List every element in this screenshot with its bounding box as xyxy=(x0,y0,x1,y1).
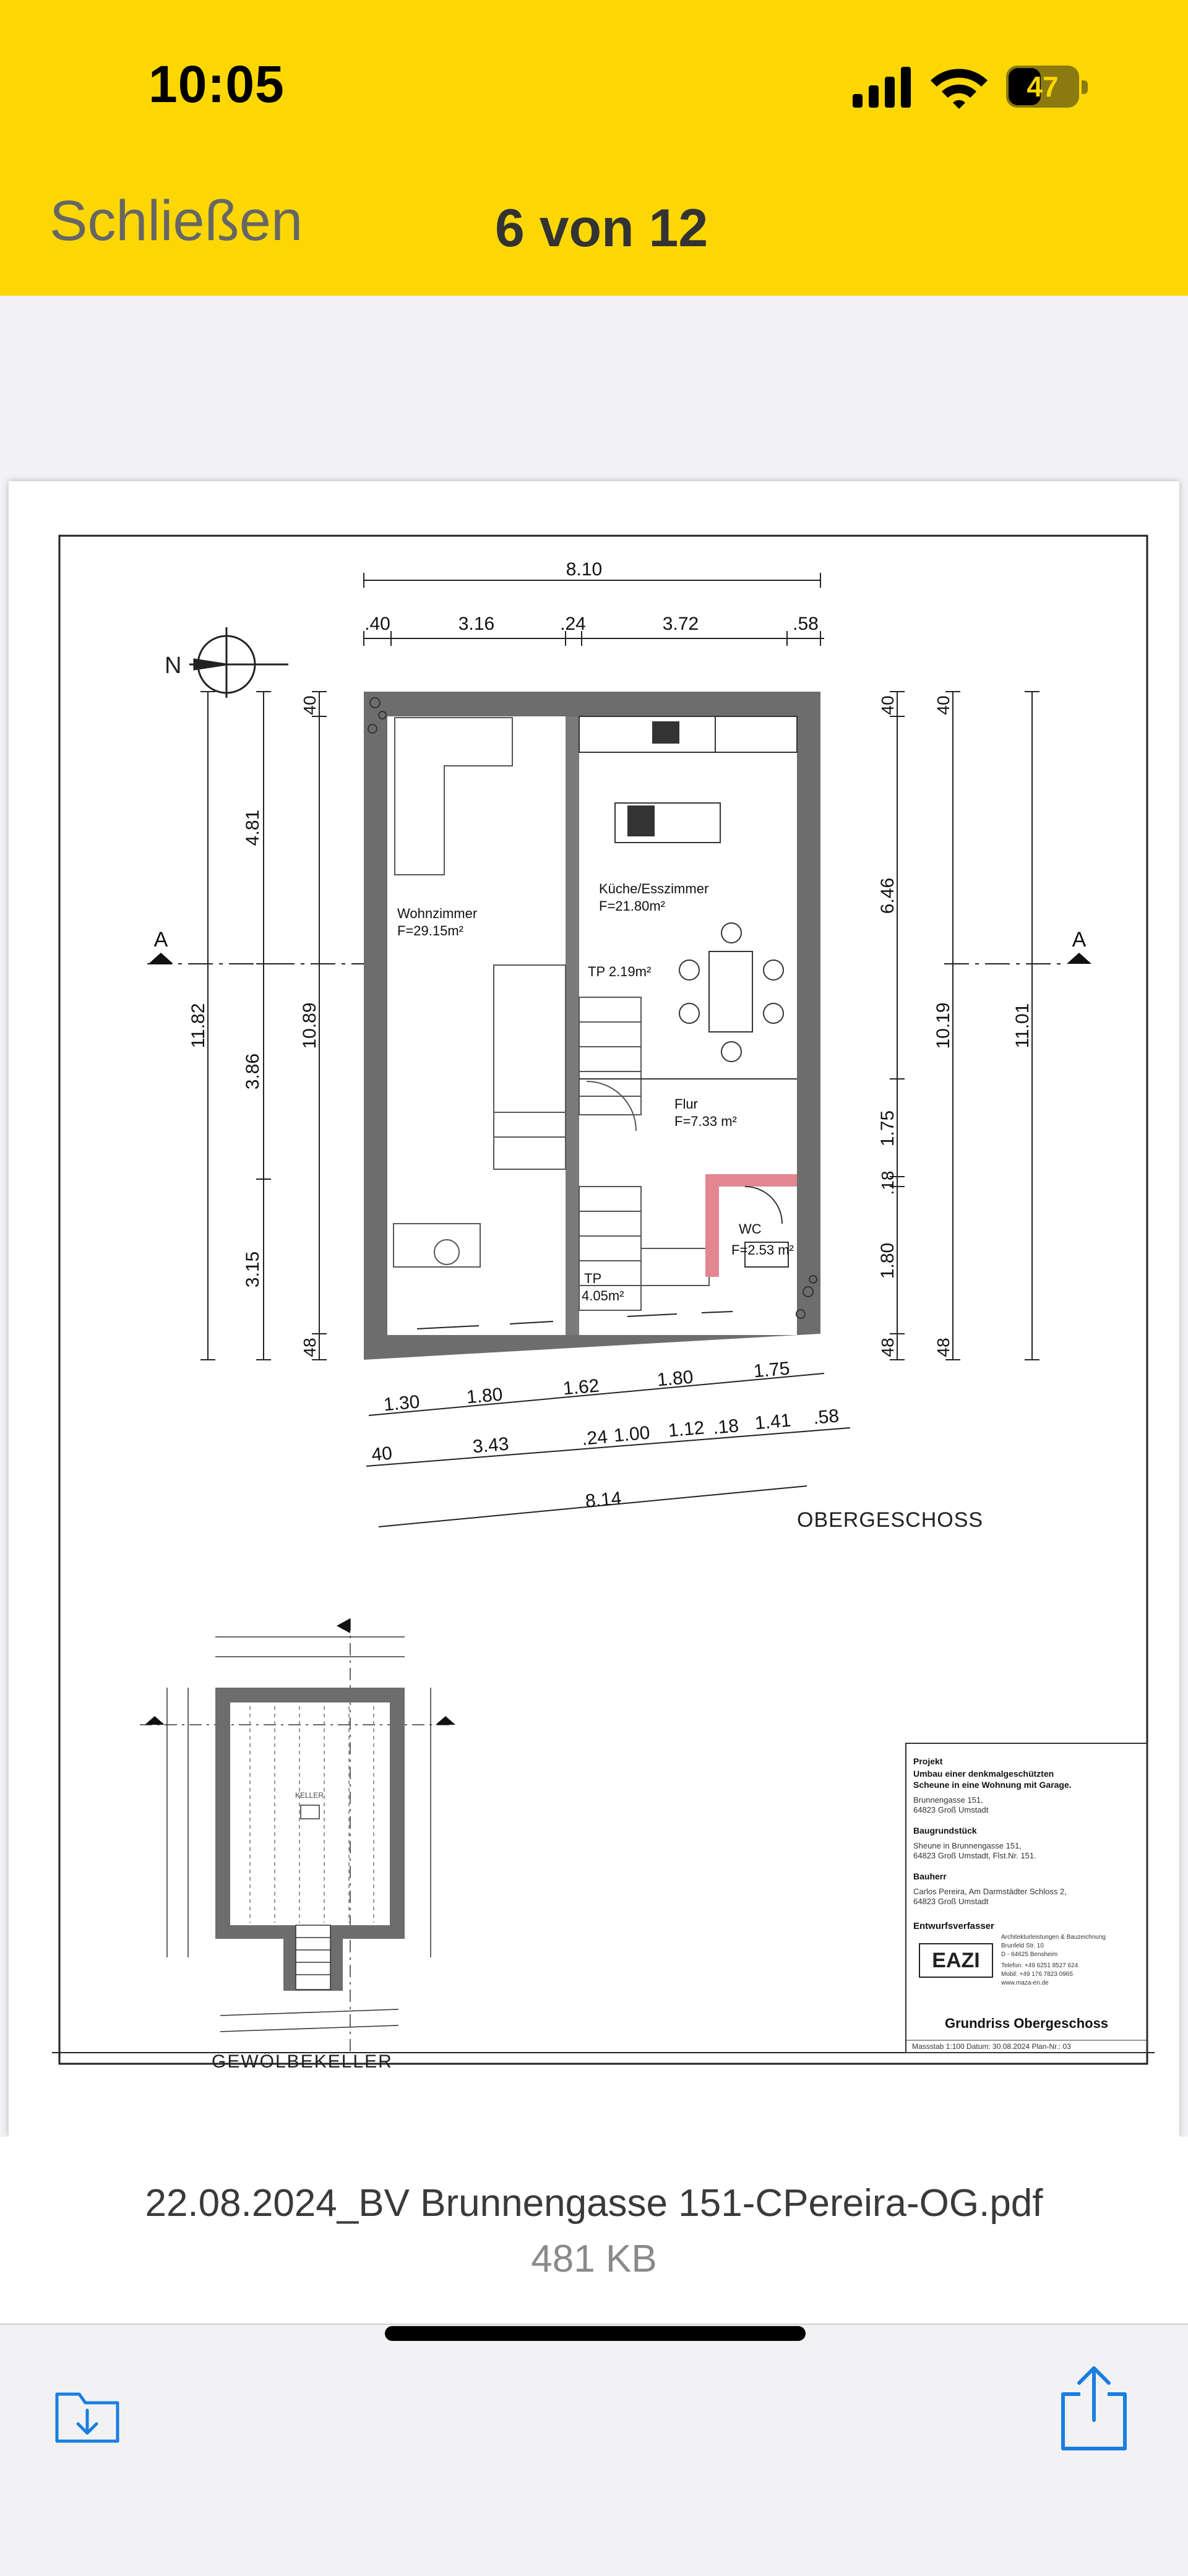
bottom-dim-r2-1: 40 xyxy=(371,1443,394,1466)
room-kueche-area: F=21.80m² xyxy=(599,898,665,914)
tb-verfasser-line3: D - 64625 Bensheim xyxy=(1001,1951,1058,1958)
north-arrow-icon xyxy=(165,627,288,698)
tb-verfasser-line1: Architekturleistungen & Bauzeichnung xyxy=(1001,1934,1106,1941)
right-tick-bottom: 48 xyxy=(878,1337,897,1357)
left-outer-dim: 11.82 xyxy=(188,1003,209,1049)
home-indicator[interactable] xyxy=(385,2326,806,2341)
bottom-dim-r2-3: .24 xyxy=(580,1427,609,1449)
floor-label: OBERGESCHOSS xyxy=(797,1508,984,1532)
top-dim-3: .24 xyxy=(560,614,586,634)
left-inner-dim-3: 3.15 xyxy=(243,1251,263,1288)
file-info-panel xyxy=(0,2137,1188,2324)
top-dim-5: .58 xyxy=(793,614,819,634)
room-tp-lower: TP xyxy=(584,1271,602,1286)
room-wc: WC xyxy=(739,1221,762,1237)
file-size: 481 KB xyxy=(531,2238,657,2280)
room-wc-area: F=2.53 m² xyxy=(731,1242,794,1258)
right-outer-tick-top: 40 xyxy=(934,695,953,715)
tb-projekt-addr1: Brunnengasse 151, xyxy=(913,1795,983,1805)
tb-plan-title: Grundriss Obergeschoss xyxy=(944,2016,1109,2031)
right-tick-top: 40 xyxy=(878,695,897,715)
room-wohnzimmer: Wohnzimmer xyxy=(397,906,478,921)
save-to-files-icon[interactable] xyxy=(53,2384,121,2446)
tb-projekt-addr2: 64823 Groß Umstadt xyxy=(913,1805,989,1814)
bottom-dim-r2-2: 3.43 xyxy=(471,1433,510,1458)
overall-width-dim: 8.10 xyxy=(566,559,603,580)
left-inner-dim-2: 3.86 xyxy=(243,1053,263,1090)
top-dim-2: 3.16 xyxy=(458,614,495,634)
bottom-dim-r2-4: 1.00 xyxy=(613,1422,651,1446)
battery-icon xyxy=(1006,66,1089,108)
top-dim-4: 3.72 xyxy=(662,614,699,634)
bottom-dim-r2-7: 1.41 xyxy=(754,1410,792,1434)
right-outer-dim: 11.01 xyxy=(1012,1003,1033,1049)
title-block xyxy=(906,1743,1147,2053)
room-wohnzimmer-area: F=29.15m² xyxy=(397,923,463,938)
right-mid-dim: 10.19 xyxy=(933,1002,953,1049)
tb-verfasser-line2: Brunfeld Str. 10 xyxy=(1001,1943,1044,1949)
bottom-total-dim: 8.14 xyxy=(584,1488,622,1512)
file-name: 22.08.2024_BV Brunnengasse 151-CPereira-OG.pdf xyxy=(145,2182,1043,2225)
bottom-toolbar xyxy=(0,2324,1188,2576)
right-dim-4: 1.80 xyxy=(877,1242,898,1279)
share-icon[interactable] xyxy=(1056,2363,1132,2454)
top-bar xyxy=(0,0,1188,296)
tb-verfasser-heading: Entwurfsverfasser xyxy=(913,1921,994,1931)
tb-grund-line2: 64823 Groß Umstadt, Flst.Nr. 151. xyxy=(913,1851,1036,1860)
tb-bauherr-line2: 64823 Groß Umstadt xyxy=(913,1897,989,1906)
status-time: 10:05 xyxy=(148,55,285,113)
tb-projekt-heading: Projekt xyxy=(913,1756,943,1766)
right-dim-2: 1.75 xyxy=(877,1110,898,1147)
tb-grund-heading: Baugrundstück xyxy=(913,1826,977,1835)
right-dim-3: .18 xyxy=(878,1170,897,1195)
bottom-dim-r2-6: .18 xyxy=(712,1415,740,1438)
tb-projekt-line2: Scheune in eine Wohnung mit Garage. xyxy=(913,1780,1072,1790)
left-inner-dim-1: 4.81 xyxy=(243,809,263,846)
left-tick-bottom: 48 xyxy=(300,1337,319,1357)
tb-bauherr-heading: Bauherr xyxy=(913,1871,947,1881)
bottom-dim-r1-1: 1.30 xyxy=(382,1391,421,1415)
room-tp-upper: TP 2.19m² xyxy=(588,964,652,979)
bottom-dim-r1-5: 1.75 xyxy=(752,1358,791,1382)
bottom-dim-r2-5: 1.12 xyxy=(667,1417,705,1441)
building-outline xyxy=(364,692,820,1360)
room-kueche: Küche/Esszimmer xyxy=(599,881,709,896)
left-mid-dim: 10.89 xyxy=(299,1002,320,1049)
bottom-dim-r2-8: .58 xyxy=(812,1406,840,1428)
pdf-page[interactable] xyxy=(9,481,1179,2137)
cellar-plan xyxy=(140,1618,455,2053)
right-dim-1: 6.46 xyxy=(877,877,898,914)
cellular-signal-icon xyxy=(853,67,912,108)
room-flur-area: F=7.33 m² xyxy=(674,1114,737,1129)
top-dim-1: .40 xyxy=(364,614,390,634)
right-outer-tick-bottom: 48 xyxy=(934,1337,953,1357)
bottom-dim-r1-3: 1.62 xyxy=(562,1375,600,1399)
page-counter: 6 von 12 xyxy=(495,199,708,258)
cellar-room: KELLER xyxy=(295,1791,324,1800)
bottom-dim-r1-2: 1.80 xyxy=(465,1384,504,1408)
section-marker-left: A xyxy=(153,928,168,951)
left-tick-top: 40 xyxy=(300,695,319,715)
close-button[interactable]: Schließen xyxy=(50,189,303,252)
room-tp-lower-area: 4.05m² xyxy=(582,1288,624,1303)
tb-bauherr-line1: Carlos Pereira, Am Darmstädter Schloss 2, xyxy=(913,1887,1067,1896)
cellar-label: GEWÖLBEKELLER xyxy=(212,2051,393,2072)
bottom-dim-r1-4: 1.80 xyxy=(656,1367,694,1391)
tb-plan-meta: Massstab 1:100 Datum: 30.08.2024 Plan-Nr.: 03 xyxy=(912,2042,1071,2051)
tb-logo: EAZI xyxy=(932,1949,980,1972)
tb-verfasser-mobil: Mobil: +49 176 7823 0965 xyxy=(1001,1971,1073,1978)
floor-plan-drawing xyxy=(9,481,1179,2137)
battery-percent: 47 xyxy=(1027,71,1059,103)
room-flur: Flur xyxy=(674,1096,698,1112)
tb-verfasser-tel: Telefon: +49 6251 8527 624 xyxy=(1001,1962,1078,1969)
tb-verfasser-web: www.maza-en.de xyxy=(1001,1980,1049,1986)
svg-text:N: N xyxy=(165,653,182,679)
tb-grund-line1: Sheune in Brunnengasse 151, xyxy=(913,1841,1022,1850)
tb-projekt-line1: Umbau einer denkmalgeschützten xyxy=(913,1769,1054,1779)
wifi-icon xyxy=(928,64,990,109)
section-marker-right: A xyxy=(1072,928,1087,951)
